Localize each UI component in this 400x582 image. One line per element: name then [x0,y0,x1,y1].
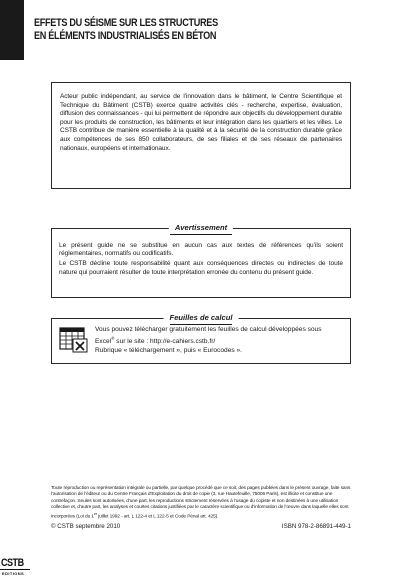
legal-notice [51,486,351,521]
avertissement-box [51,223,351,298]
legal-text-part-2: juillet 1992 - art. L 122-4 et L 122-5 et Code Pénal art. 425). [96,514,219,520]
feuilles-line-1: Vous pouvez télécharger gratuitement les feuilles de calcul développées sous [95,326,322,333]
excel-label: Excel [95,337,112,345]
feuilles-line-2 [95,335,322,347]
logo-name: CSTB [1,557,24,569]
download-site-text: sur le site : http://e-cahiers.cstb.fr/ [114,337,216,345]
feuilles-title: Feuilles de calcul [164,313,239,322]
intro-box [51,82,351,189]
avertissement-title: Avertissement [169,223,233,232]
page-header [34,17,364,43]
title-line-1: EFFETS DU SÉISME SUR LES STRUCTURES [34,17,218,29]
logo-subtitle: EDITIONS [2,571,25,576]
logo-bar [0,569,30,570]
registered-mark: ® [111,335,115,341]
legal-text-part-1: Toute reproduction ou représentation intégrale ou partielle, par quelque procédé que ce soit, des pages publiées dans le présent ouvrage, faite sans l’autorisation de l’éditeur ou du Centre Français d’Exploitation du droit de copie (3, rue Hautefeuille, 75006 Paris), est illicite et constitue une contrefaçon. Seules sont autorisées, d’une part, les reproductions strictement réservées à l’usage du copiste et non destinées à une utilisation collective et, d’autre part, les analyses et courtes citations justifiées par le caractère scientifique ou d’information de l’œuvre dans laquelle elles sont incorporées (Loi du 1 [51,486,351,520]
legal-superscript: er [93,512,97,517]
avertissement-paragraph-1: Le présent guide ne se substitue en aucun cas aux textes de références qu’ils soient réglementaires, normatifs ou codificatifs. [59,242,343,258]
spreadsheet-excel-icon [59,327,88,353]
feuilles-rule [170,324,232,325]
isbn-text: ISBN 978-2-86891-449-1 [281,523,351,530]
footer-row [51,523,351,530]
avertissement-rule [170,234,232,235]
feuilles-text [95,326,322,356]
edge-strip [0,0,24,60]
intro-paragraph: Acteur public indépendant, au service de l’innovation dans le bâtiment, le Centre Scientifique et Technique du Bâtiment (CSTB) exerce quatre activités clés - recherche, expertise, évaluation, diffusion des connaissances - qui lui permettent de répondre aux objectifs du développement durable pour les produits de construction, les bâtiments et leur intégration dans les quartiers et les villes. Le CSTB contribue de manière essentielle à la qualité et à la sécurité de la construction durable grâce aux compétences de ses 850 collaborateurs, de ses filiales et de ses réseaux de partenaires nationaux, européens et internationaux. [60,93,342,152]
feuilles-calcul-box [51,313,351,364]
feuilles-line-3: Rubrique « téléchargement », puis « Eurocodes ». [95,346,242,354]
title-line-2: EN ÉLÉMENTS INDUSTRIALISÉS EN BÉTON [34,30,217,42]
cstb-logo [0,553,32,582]
avertissement-paragraph-2: Le CSTB décline toute responsabilité quant aux conséquences directes ou indirectes de toute nature qui pourraient résulter de toute interprétation erronée du contenu du présent guide. [59,260,343,276]
copyright-text: © CSTB septembre 2010 [51,523,121,530]
